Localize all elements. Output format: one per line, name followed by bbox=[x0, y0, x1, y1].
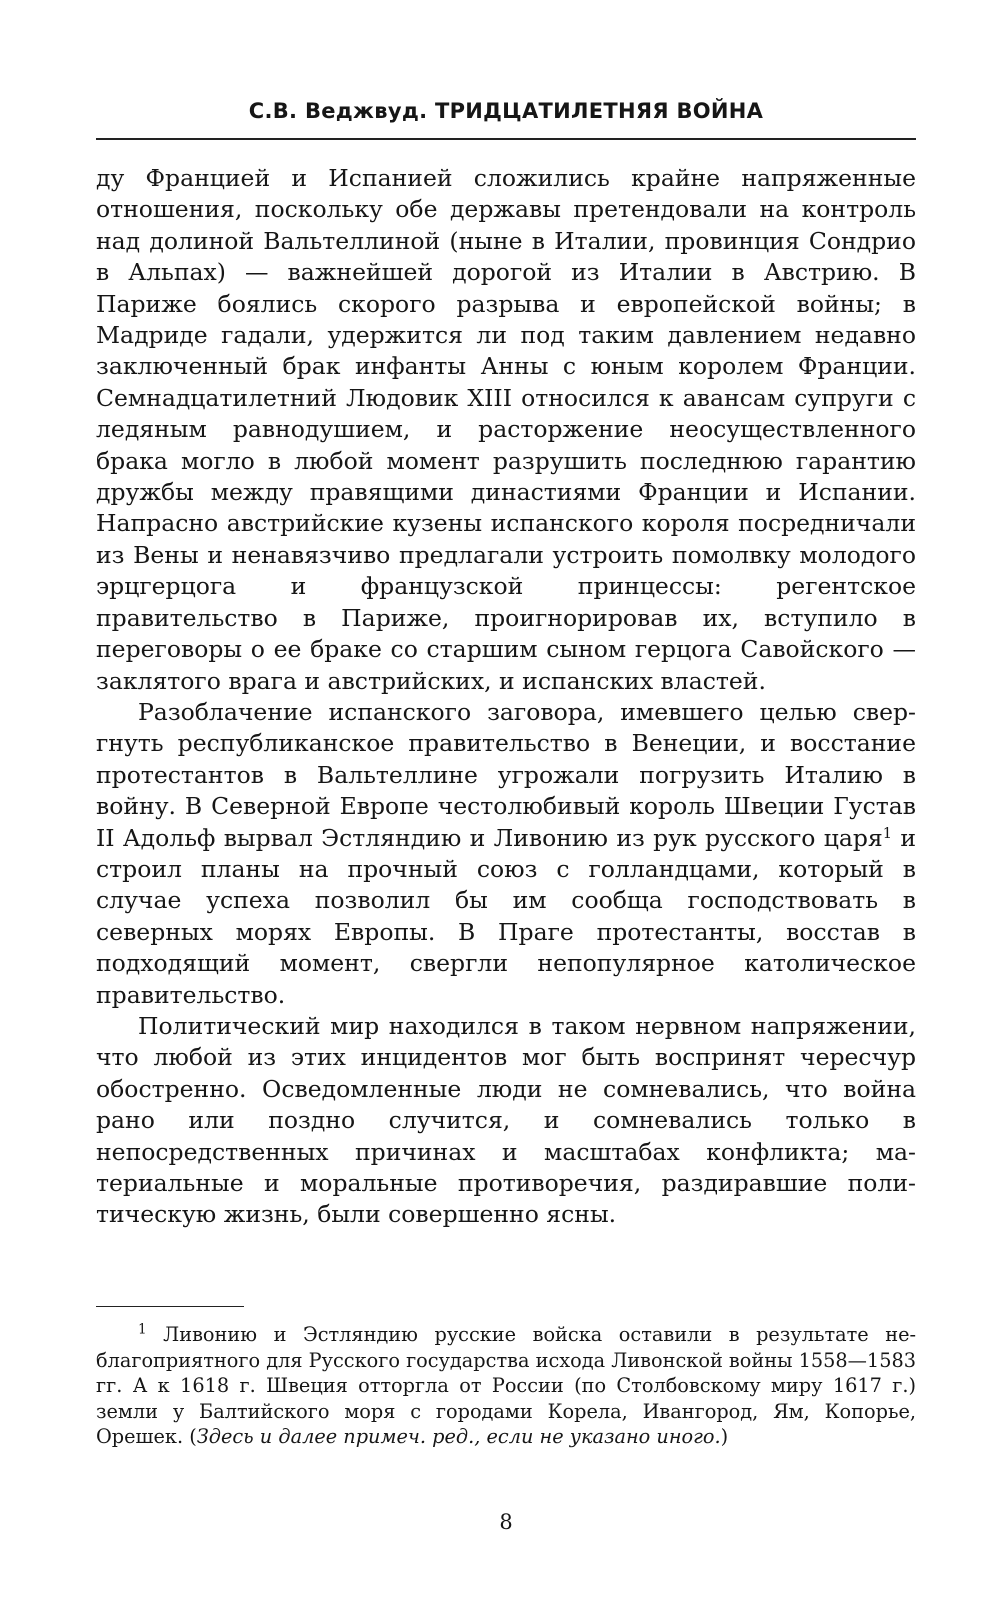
footnote-text: Ливонию и Эстляндию русские войска оставили в результате неблагоприятного для Русского государства исхода Ливонской войны 1558—1583 гг. А к 1618 г. Швеция отторгла от России (по Столбовскому миру 1617 г.) земли у Балтийского моря с городами Корела, Ивангород, Ям, Копорье, Орешек. ( bbox=[96, 1323, 916, 1449]
paragraph-2-part-1: Разоблачение испанского заговора, имевшего целью свергнуть республиканское правительство в Венеции, и восстание протестантов в Вальтеллине угрожали погрузить Италию в войну. В Северной Европе честолюбивый король Швеции Густав II Адольф вырвал Эстляндию и Ливонию из рук русского царя bbox=[96, 697, 916, 852]
header-rule bbox=[96, 138, 916, 140]
footnote-reference: 1 bbox=[882, 824, 893, 842]
paragraph-2-part-2: и строил планы на прочный союз с голландцами, который в случае успеха позволил бы им сообща господствовать в северных морях Европы. В Праге протестанты, восстав в подходящий момент, свергли непопулярное католическое правительство. bbox=[96, 823, 916, 1009]
editor-note: Здесь и далее примеч. ред., если не указано иного. bbox=[196, 1425, 721, 1449]
paragraph-1: ду Францией и Испанией сложились крайне напряженные отношения, поскольку обе державы претендовали на контроль над долиной Вальтеллиной (ныне в Италии, провинция Сондрио в Альпах) — важнейшей дорогой из Италии в Австрию. В Париже боялись скорого разрыва и европейской войны; в Мадриде гадали, удержится ли под таким давлением недавно заключенный брак инфанты Анны с юным королем Франции. Семнадцатилетний Людовик XIII относился к авансам супруги с ледяным равнодушием, и расторжение неосуществленного брака могло в любой момент разрушить последнюю гарантию дружбы между правящими династиями Франции и Испании. Напрасно австрийские кузены испанского короля посредничали из Вены и ненавязчиво предлагали устроить помолвку молодого эрцгерцога и французской принцессы: регентское правительство в Париже, проигнорировав их, вступило в переговоры о ее браке со старшим сыном герцога Савойского — заклятого врага и австрийских, и испанских властей. bbox=[96, 164, 916, 695]
paragraph-3: Политический мир находился в таком нервном напряжении, что любой из этих инцидентов мог быть воспринят чересчур обостренно. Осведомленные люди не сомневались, что война рано или поздно случится, и сомневались только в непосредственных причинах и масштабах конфликта; материальные и моральные противоречия, раздиравшие политическую жизнь, были совершенно ясны. bbox=[96, 1011, 916, 1229]
footnote-rule bbox=[96, 1306, 244, 1307]
footnote-marker: 1 bbox=[138, 1321, 147, 1338]
footnote-closing: ) bbox=[720, 1425, 729, 1449]
main-text bbox=[96, 163, 916, 1231]
page-number: 8 bbox=[499, 1510, 513, 1534]
footnote bbox=[96, 1322, 916, 1450]
running-title: С.В. Веджвуд. ТРИДЦАТИЛЕТНЯЯ ВОЙНА bbox=[248, 99, 764, 123]
paragraph-2 bbox=[96, 697, 916, 1011]
